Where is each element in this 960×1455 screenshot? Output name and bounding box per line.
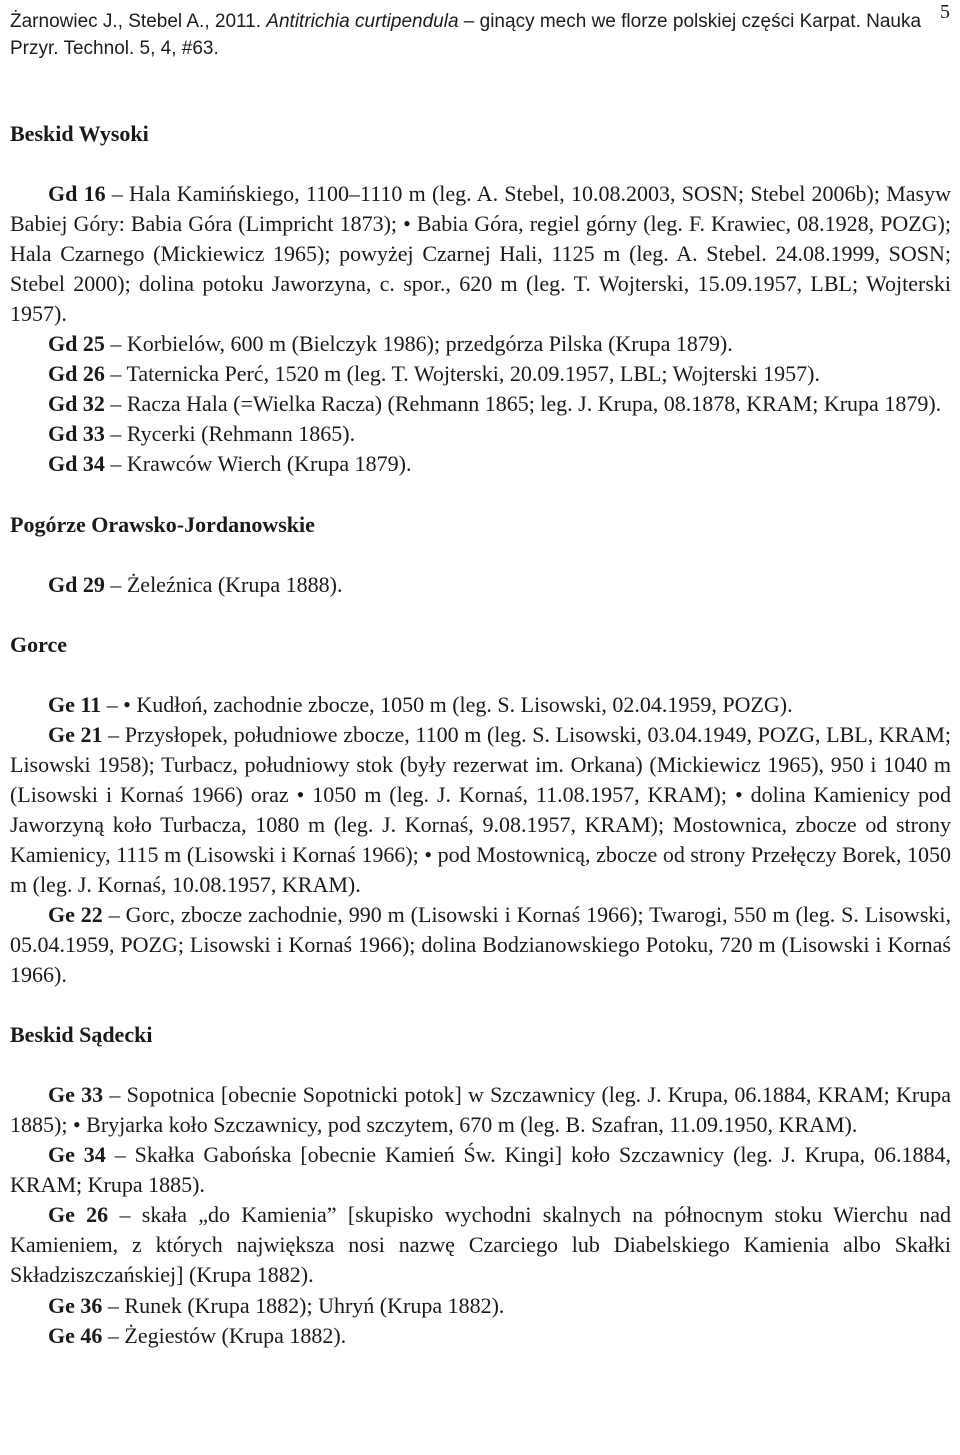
grid-code: Ge 21 <box>48 721 103 747</box>
record-text: – Racza Hala (=Wielka Racza) (Rehmann 1865; leg. J. Krupa, 08.1878, KRAM; Krupa 1879). <box>110 391 942 417</box>
grid-code: Gd 16 <box>48 181 106 207</box>
record-text: – Taternicka Perć, 1520 m (leg. T. Wojterski, 20.09.1957, LBL; Wojterski 1957). <box>110 361 820 387</box>
header-subtitle: – ginący mech we florze polskiej części Karpat. <box>463 11 861 32</box>
grid-code: Gd 25 <box>48 331 105 357</box>
region-heading: Beskid Wysoki <box>10 121 149 146</box>
record-text: – Krawców Wierch (Krupa 1879). <box>110 451 412 477</box>
record-text: – Żegiestów (Krupa 1882). <box>107 1322 347 1348</box>
record-text: – Rycerki (Rehmann 1865). <box>110 421 356 447</box>
grid-code: Ge 34 <box>48 1142 106 1168</box>
record-text: – skała „do Kamienia” [skupisko wychodni skalnych na północnym stoku Wierchu nad Kamieniem, z których największa nosi nazwę Czarciego lub Diabelskiego Kamienia albo Skałki Składziszczańskiej] (Krupa 1882). <box>10 1202 952 1288</box>
record-text: – • Kudłoń, zachodnie zbocze, 1050 m (leg. S. Lisowski, 02.04.1959, POZG). <box>106 691 793 717</box>
record-text: – Przysłopek, południowe zbocze, 1100 m (leg. S. Lisowski, 03.04.1949, POZG, LBL, KRAM; Lisowski 1958); Turbacz, południowy stok (były rezerwat im. Orkana) (Mickiewicz 1965), 950 i 1040 m (Lisowski i Kornaś 1966) oraz • 1050 m (leg. J. Kornaś, 11.08.1957, KRAM); • dolina Kamienicy pod Jaworzyną koło Turbacza, 1080 m (leg. J. Kornaś, 9.08.1957, KRAM); Mostownica, zbocze od strony Kamienicy, 1115 m (Lisowski i Kornaś 1966); • pod Mostownicą, zbocze od strony Przełęczy Borek, 1050 m (leg. J. Kornaś, 10.08.1957, KRAM). <box>10 721 951 897</box>
locality-record <box>10 329 951 359</box>
locality-record <box>10 570 951 600</box>
locality-list <box>10 119 951 1351</box>
grid-code: Gd 29 <box>48 571 105 597</box>
grid-code: Gd 26 <box>48 361 105 387</box>
locality-record <box>10 1291 951 1321</box>
region-heading: Gorce <box>10 631 68 657</box>
locality-record <box>10 1321 951 1351</box>
record-text: – Korbielów, 600 m (Bielczyk 1986); przedgórza Pilska (Krupa 1879). <box>110 331 733 357</box>
grid-code: Gd 34 <box>48 451 105 477</box>
record-text: – Żeleźnica (Krupa 1888). <box>110 571 343 597</box>
header-authors: Żarnowiec J., Stebel A., 2011. <box>10 11 262 32</box>
grid-code: Ge 33 <box>48 1082 104 1108</box>
page-number: 5 <box>940 1 950 23</box>
locality-record <box>10 1200 951 1290</box>
record-text: – Hala Kamińskiego, 1100–1110 m (leg. A. Stebel, 10.08.2003, SOSN; Stebel 2006b); Masyw Babiej Góry: Babia Góra (Limpricht 1873); • Babia Góra, regiel górny (leg. F. Krawiec, 08.1928, POZG); Hala Czarnego (Mickiewicz 1965); powyżej Czarnej Hali, 1125 m (leg. A. Stebel. 24.08.1999, SOSN; Stebel 2000); dolina potoku Jaworzyna, c. spor., 620 m (leg. T. Wojterski, 15.09.1957, LBL; Wojterski 1957). <box>10 181 951 327</box>
grid-code: Gd 33 <box>48 421 105 447</box>
region-heading: Pogórze Orawsko-Jordanowskie <box>10 511 315 537</box>
header-journal: Nauka Przyr. Technol. 5, 4, #63. <box>10 11 922 59</box>
region-heading: Beskid Sądecki <box>10 1022 153 1048</box>
locality-record <box>10 359 951 389</box>
grid-code: Ge 36 <box>48 1292 103 1318</box>
record-text: – Sopotnica [obecnie Sopotnicki potok] w Szczawnicy (leg. J. Krupa, 06.1884, KRAM; Krupa 1885); • Bryjarka koło Szczawnicy, pod szczytem, 670 m (leg. B. Szafran, 11.09.1950, KRAM). <box>10 1082 952 1138</box>
grid-code: Ge 26 <box>48 1202 109 1228</box>
record-text: – Runek (Krupa 1882); Uhryń (Krupa 1882). <box>107 1292 505 1318</box>
record-text: – Skałka Gabońska [obecnie Kamień Św. Kingi] koło Szczawnicy (leg. J. Krupa, 06.1884, KRAM; Krupa 1885). <box>10 1142 951 1198</box>
locality-record <box>10 449 951 479</box>
record-text: – Gorc, zbocze zachodnie, 990 m (Lisowski i Kornaś 1966); Twarogi, 550 m (leg. S. Lisowski, 05.04.1959, POZG; Lisowski i Kornaś 1966); dolina Bodzianowskiego Potoku, 720 m (Lisowski i Kornaś 1966). <box>10 901 951 988</box>
locality-record <box>10 1080 951 1140</box>
grid-code: Ge 11 <box>48 691 102 717</box>
locality-record <box>10 179 951 329</box>
grid-code: Ge 22 <box>48 901 103 927</box>
locality-record <box>10 419 951 449</box>
header-species: Antitrichia curtipendula <box>266 11 459 32</box>
grid-code: Gd 32 <box>48 391 105 417</box>
locality-record <box>10 389 951 419</box>
running-header <box>10 8 945 62</box>
locality-record <box>10 1140 951 1200</box>
locality-record <box>10 720 951 900</box>
locality-record <box>10 690 951 720</box>
grid-code: Ge 46 <box>48 1322 103 1348</box>
locality-record <box>10 900 951 990</box>
